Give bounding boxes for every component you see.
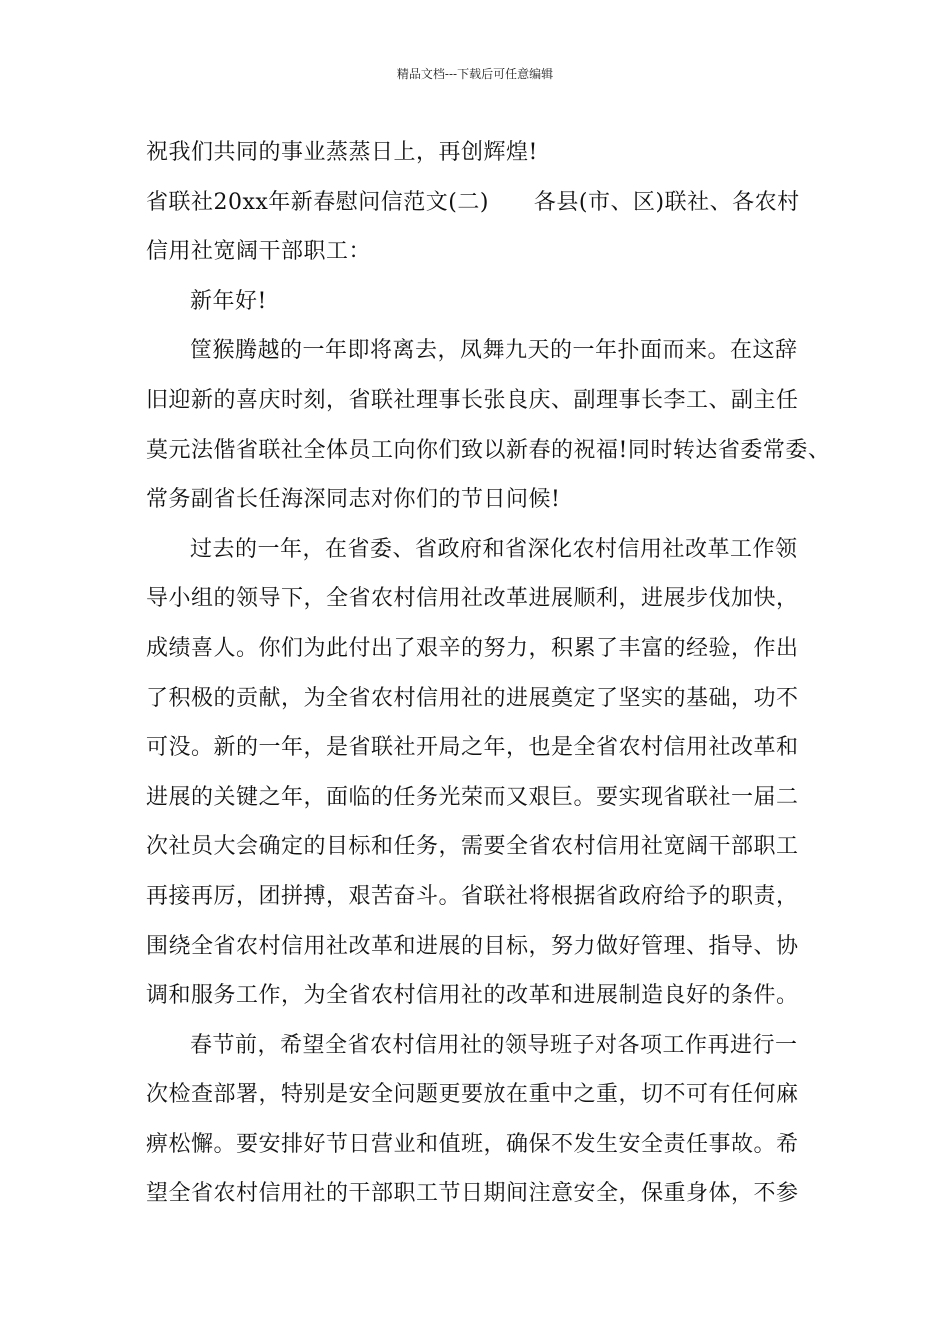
- paragraph-line: 导小组的领导下，全省农村信用社改革进展顺利，进展步伐加快，: [146, 586, 799, 612]
- paragraph-line: 过去的一年，在省委、省政府和省深化农村信用社改革工作领: [190, 536, 798, 562]
- text-line: 祝我们共同的事业蒸蒸日上，再创辉煌!: [146, 140, 538, 165]
- page-header: 精品文档---下载后可任意编辑: [396, 67, 554, 81]
- paragraph-line: 旧迎新的喜庆时刻，省联社理事长张良庆、副理事长李工、副主任: [146, 387, 799, 413]
- paragraph-line: 痹松懈。要安排好节日营业和值班，确保不发生安全责任事故。希: [146, 1131, 799, 1157]
- paragraph-line: 春节前，希望全省农村信用社的领导班子对各项工作再进行一: [190, 1032, 798, 1058]
- greeting-line: 新年好!: [190, 288, 267, 314]
- paragraph-line: 次检查部署，特别是安全问题更要放在重中之重，切不可有任何麻: [146, 1082, 799, 1108]
- paragraph-line: 调和服务工作，为全省农村信用社的改革和进展制造良好的条件。: [146, 983, 799, 1009]
- paragraph-line: 围绕全省农村信用社改革和进展的目标，努力做好管理、指导、协: [146, 933, 799, 959]
- paragraph-line: 可没。新的一年，是省联社开局之年，也是全省农村信用社改革和: [146, 735, 799, 761]
- paragraph-line: 成绩喜人。你们为此付出了艰辛的努力，积累了丰富的经验，作出: [146, 635, 799, 661]
- paragraph-line: 常务副省长任海深同志对你们的节日问候!: [146, 487, 561, 513]
- document-body: [146, 128, 831, 1219]
- paragraph-line: 莫元法偕省联社全体员工向你们致以新春的祝福!同时转达省委常委、: [146, 437, 831, 463]
- salutation-line: 信用社宽阔干部职工：: [146, 239, 372, 265]
- letter-title-line: 省联社20xx年新春慰问信范文(二) 各县(市、区)联社、各农村: [146, 189, 800, 215]
- paragraph-line: 筐猴腾越的一年即将离去，凤舞九天的一年扑面而来。在这辞: [190, 338, 798, 364]
- paragraph-line: 进展的关键之年，面临的任务光荣而又艰巨。要实现省联社一届二: [146, 784, 799, 810]
- paragraph-line: 望全省农村信用社的干部职工节日期间注意安全，保重身体，不参: [146, 1181, 799, 1207]
- paragraph-line: 了积极的贡献，为全省农村信用社的进展奠定了坚实的基础，功不: [146, 685, 799, 711]
- paragraph-line: 再接再厉，团拼搏，艰苦奋斗。省联社将根据省政府给予的职责，: [146, 883, 799, 909]
- paragraph-line: 次社员大会确定的目标和任务，需要全省农村信用社宽阔干部职工: [146, 834, 799, 860]
